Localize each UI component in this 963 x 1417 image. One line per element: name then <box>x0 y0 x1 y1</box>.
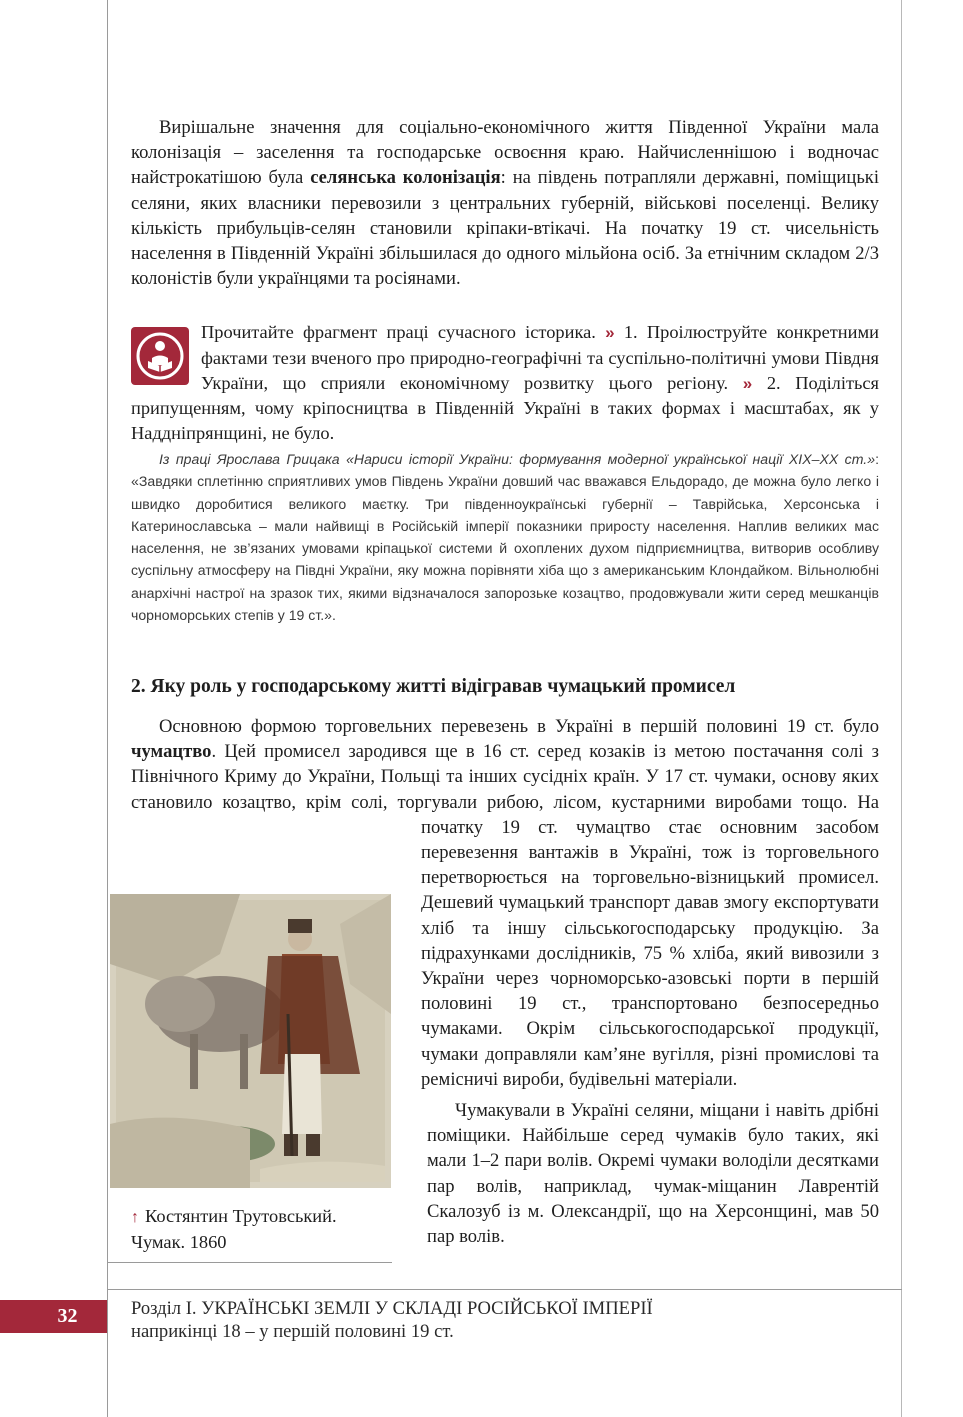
page-number: 32 <box>57 1305 78 1327</box>
painting-chumak <box>110 894 391 1188</box>
footer-divider <box>107 1289 902 1290</box>
page-number-badge <box>0 1300 107 1333</box>
arrow-up-icon: ↑ <box>131 1209 139 1226</box>
paragraph-colonization: Вирішальне значення для соціально-економічного життя Південної України мала колонізація – заселення та господарське освоєння краю. Найчисленнішою і водночас найстрокатішою була селянська колонізація: на південь потрапляли державні, поміщицькі селяни, яких власники перевозили з центральних губерній, військові поселенці. Велику кількість прибульців-селян становили кріпаки-втікачі. На початку 19 ст. чисельність населення в Південній Україні збільшилася до одного мільйона осіб. За етнічним складом 2/3 колоністів були українцями та росіянами. <box>131 117 880 290</box>
arrow-marker: » <box>605 323 615 342</box>
paragraph-chumak-trade: Основною формою торговельних перевезень в Україні в першій половині 19 ст. було чумацтво. Цей промисел зародився ще в 16 ст. серед козаків із метою постачання солі з Північного Криму до України, Польщі та інших сусідніх країн. У 17 ст. чумаки, основу яких становило козацтво, крім солі, торгували рибою, лісом, кустарними виробами тощо. На початку 19 ст. чумацтво стає основним засобом перевезення вантажів в Україні, тож із торговельного перетворюється на торговельно-візницький промисел. Дешевий чумацький транспорт давав змогу експортувати хліб та іншу сільськогосподарську продукцію. За підрахунками дослідників, 75 % хліба, який вивозили з України через чорноморсько-азовські порти в першій половині 19 ст., транспортовано безпосередньо чумаками. Окрім сільськогосподарської продукції, чумаки доправляли кам’яне вугілля, різні промислові та ремісничі вироби, будівельні матеріали. <box>131 716 879 1090</box>
section-heading: 2. Яку роль у господарському житті відігравав чумацький промисел <box>131 676 736 697</box>
term-chumatstvo: чумацтво <box>131 741 212 763</box>
caption-divider <box>107 1262 392 1263</box>
paragraph-chumak-owners: Чумакували в Україні селяни, міщани і навіть дрібні поміщики. Найбільше серед чумаків було таких, які мали 1–2 пари волів. Окремі чумаки володіли десятками пар волів, наприклад, чумак-міщанин Лаврентій Скалозуб із м. Олександрії, що на Херсонщині, мав 50 пар волів. <box>427 1100 879 1248</box>
left-margin-rule <box>107 0 108 1417</box>
right-margin-rule <box>901 0 902 1417</box>
task-block: Прочитайте фрагмент праці сучасного історика. » 1. Проілюструйте конкретними фактами тези вченого про природно-географічні та суспільно-політичні умови Півдня України, що сприяли економічному розвитку цього регіону. » 2. Поділіться припущенням, чому кріпосництва в Південній Україні в таких формах і масштабах, як у Наддніпрянщині, не було. <box>131 322 880 444</box>
arrow-marker: » <box>742 373 753 393</box>
painting-caption: ↑ Костянтин Трутовський. Чумак. 1860 <box>131 1206 337 1253</box>
running-footer: Розділ І. УКРАЇНСЬКІ ЗЕМЛІ У СКЛАДІ РОСІЙСЬКОЇ ІМПЕРІЇ наприкінці 18 – у першій половині 19 ст. <box>131 1298 653 1342</box>
quote-source: Із праці Ярослава Грицака «Нариси історії України: формування модерної української нації XIX–XX ст.» <box>159 451 876 467</box>
historian-quote: Із праці Ярослава Грицака «Нариси історії України: формування модерної української нації XIX–XX ст.»: «Завдяки сплетінню сприятливих умов Південь України довший час вважався Ельдорадо, де можна було легко і швидко доробитися великого маєтку. Три південноукраїнські губернії – Таврійська, Херсонська і Катеринославська – мали найвищі в Російській імперії показники приросту населення. Наплив великих мас населення, не зв’язаних умовами кріпацької системи й охоплених духом підприємництва, витворив особливу суспільну атмосферу на Півдні України, яку можна порівняти хіба що з американським Клондайком. Вільнолюбні анархічні настрої на зразок тих, якими відзначалося запорозьке козацтво, продовжували жити серед мешканців чорноморських степів у 19 ст.». <box>131 451 879 624</box>
term-peasant-colonization: селянська колонізація <box>310 167 501 189</box>
